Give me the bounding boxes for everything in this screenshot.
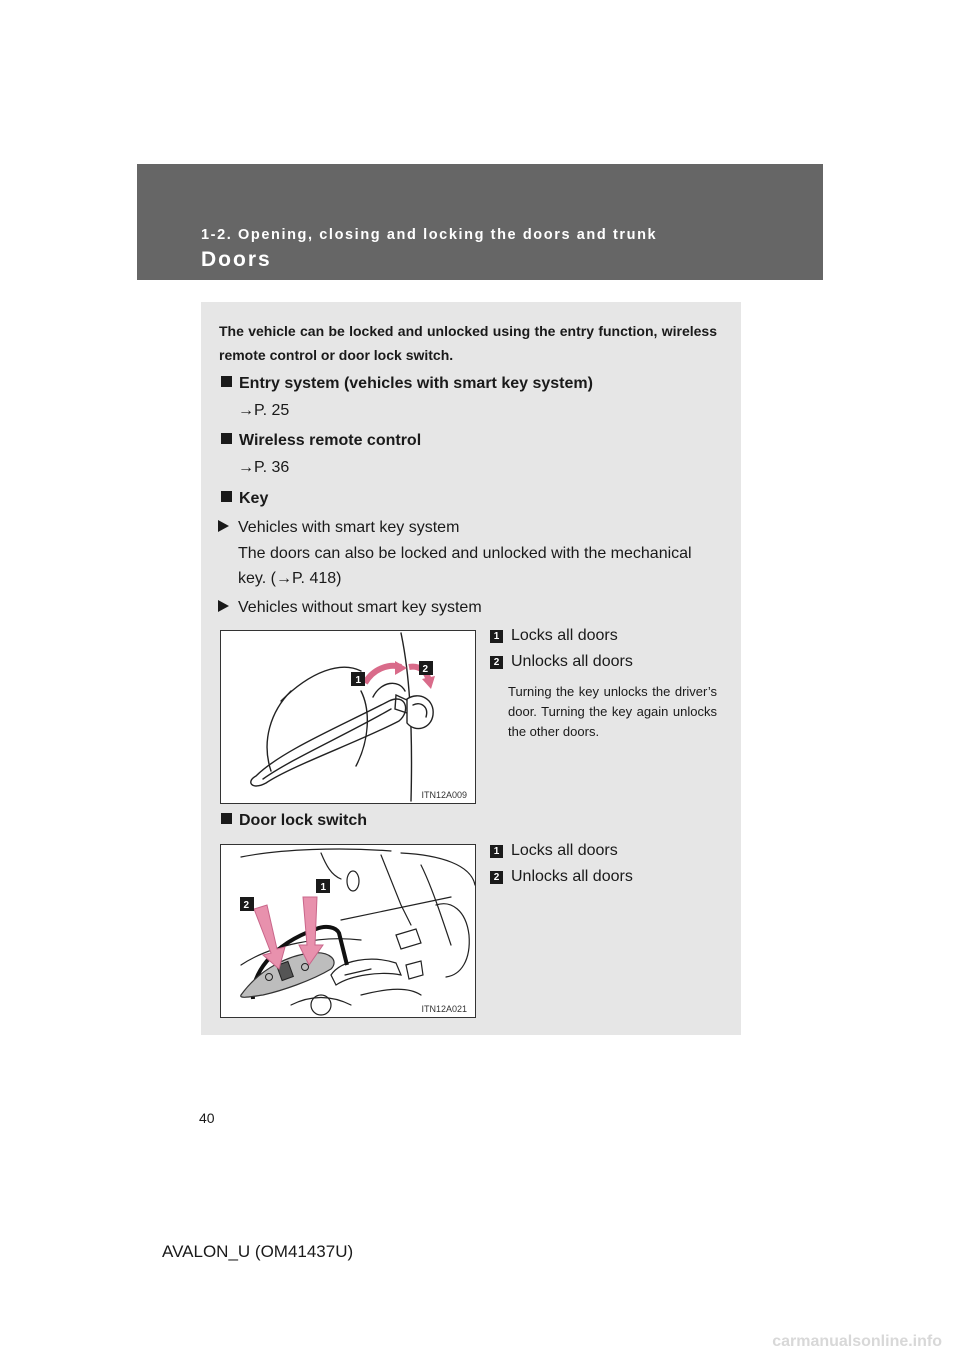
key-unlocks-item: 2 Unlocks all doors	[490, 649, 633, 674]
key-lock-figure	[220, 630, 476, 804]
door-lock-switch-heading: Door lock switch	[221, 812, 367, 830]
chapter-header	[137, 164, 823, 280]
section-title: 1-2. Opening, closing and locking the doors and trunk	[201, 227, 658, 243]
figure-code: ITN12A009	[421, 790, 467, 800]
svg-text:2: 2	[243, 900, 250, 911]
callout-1-badge: 1	[490, 845, 503, 858]
svg-text:2: 2	[422, 664, 429, 675]
intro-text: The vehicle can be locked and unlocked using the entry function, wireless remote control or door lock switch.	[219, 323, 717, 363]
switch-unlocks-item: 2 Unlocks all doors	[490, 864, 633, 889]
wireless-remote-ref[interactable]: →P. 36	[238, 459, 290, 476]
key-locks-item: 1 Locks all doors	[490, 623, 618, 648]
key-note: Turning the key unlocks the driver’s door. Turning the key again unlocks the other doors.	[508, 684, 717, 739]
smart-key-text: The doors can also be locked and unlocked with the mechanical key. (→P. 418)	[238, 545, 692, 587]
entry-system-ref[interactable]: →P. 25	[238, 402, 290, 419]
mechanical-key-ref[interactable]: →P. 418)	[275, 570, 342, 587]
triangle-bullet-icon	[218, 600, 229, 612]
callout-2-badge: 2	[490, 871, 503, 884]
square-bullet-icon	[221, 813, 232, 824]
wireless-remote-heading: Wireless remote control	[221, 432, 421, 450]
model-code: AVALON_U (OM41437U)	[162, 1242, 354, 1261]
key-heading: Key	[221, 490, 268, 508]
triangle-bullet-icon	[218, 520, 229, 532]
page-number: 40	[199, 1110, 215, 1126]
door-handle-key-illustration	[221, 631, 475, 803]
svg-text:1: 1	[320, 882, 327, 893]
switch-locks-item: 1 Locks all doors	[490, 838, 618, 863]
square-bullet-icon	[221, 376, 232, 387]
door-switch-illustration	[221, 845, 475, 1017]
svg-text:1: 1	[355, 675, 362, 686]
smart-key-label: Vehicles with smart key system	[218, 515, 459, 540]
page-title: Doors	[201, 248, 272, 271]
watermark: carmanualsonline.info	[772, 1333, 942, 1350]
no-smart-key-label: Vehicles without smart key system	[218, 595, 482, 620]
content-panel	[201, 302, 741, 1035]
square-bullet-icon	[221, 491, 232, 502]
callout-1-badge: 1	[490, 630, 503, 643]
door-lock-switch-figure	[220, 844, 476, 1018]
square-bullet-icon	[221, 433, 232, 444]
callout-2-badge: 2	[490, 656, 503, 669]
entry-system-heading: Entry system (vehicles with smart key system)	[221, 375, 593, 393]
figure-code: ITN12A021	[421, 1004, 467, 1014]
